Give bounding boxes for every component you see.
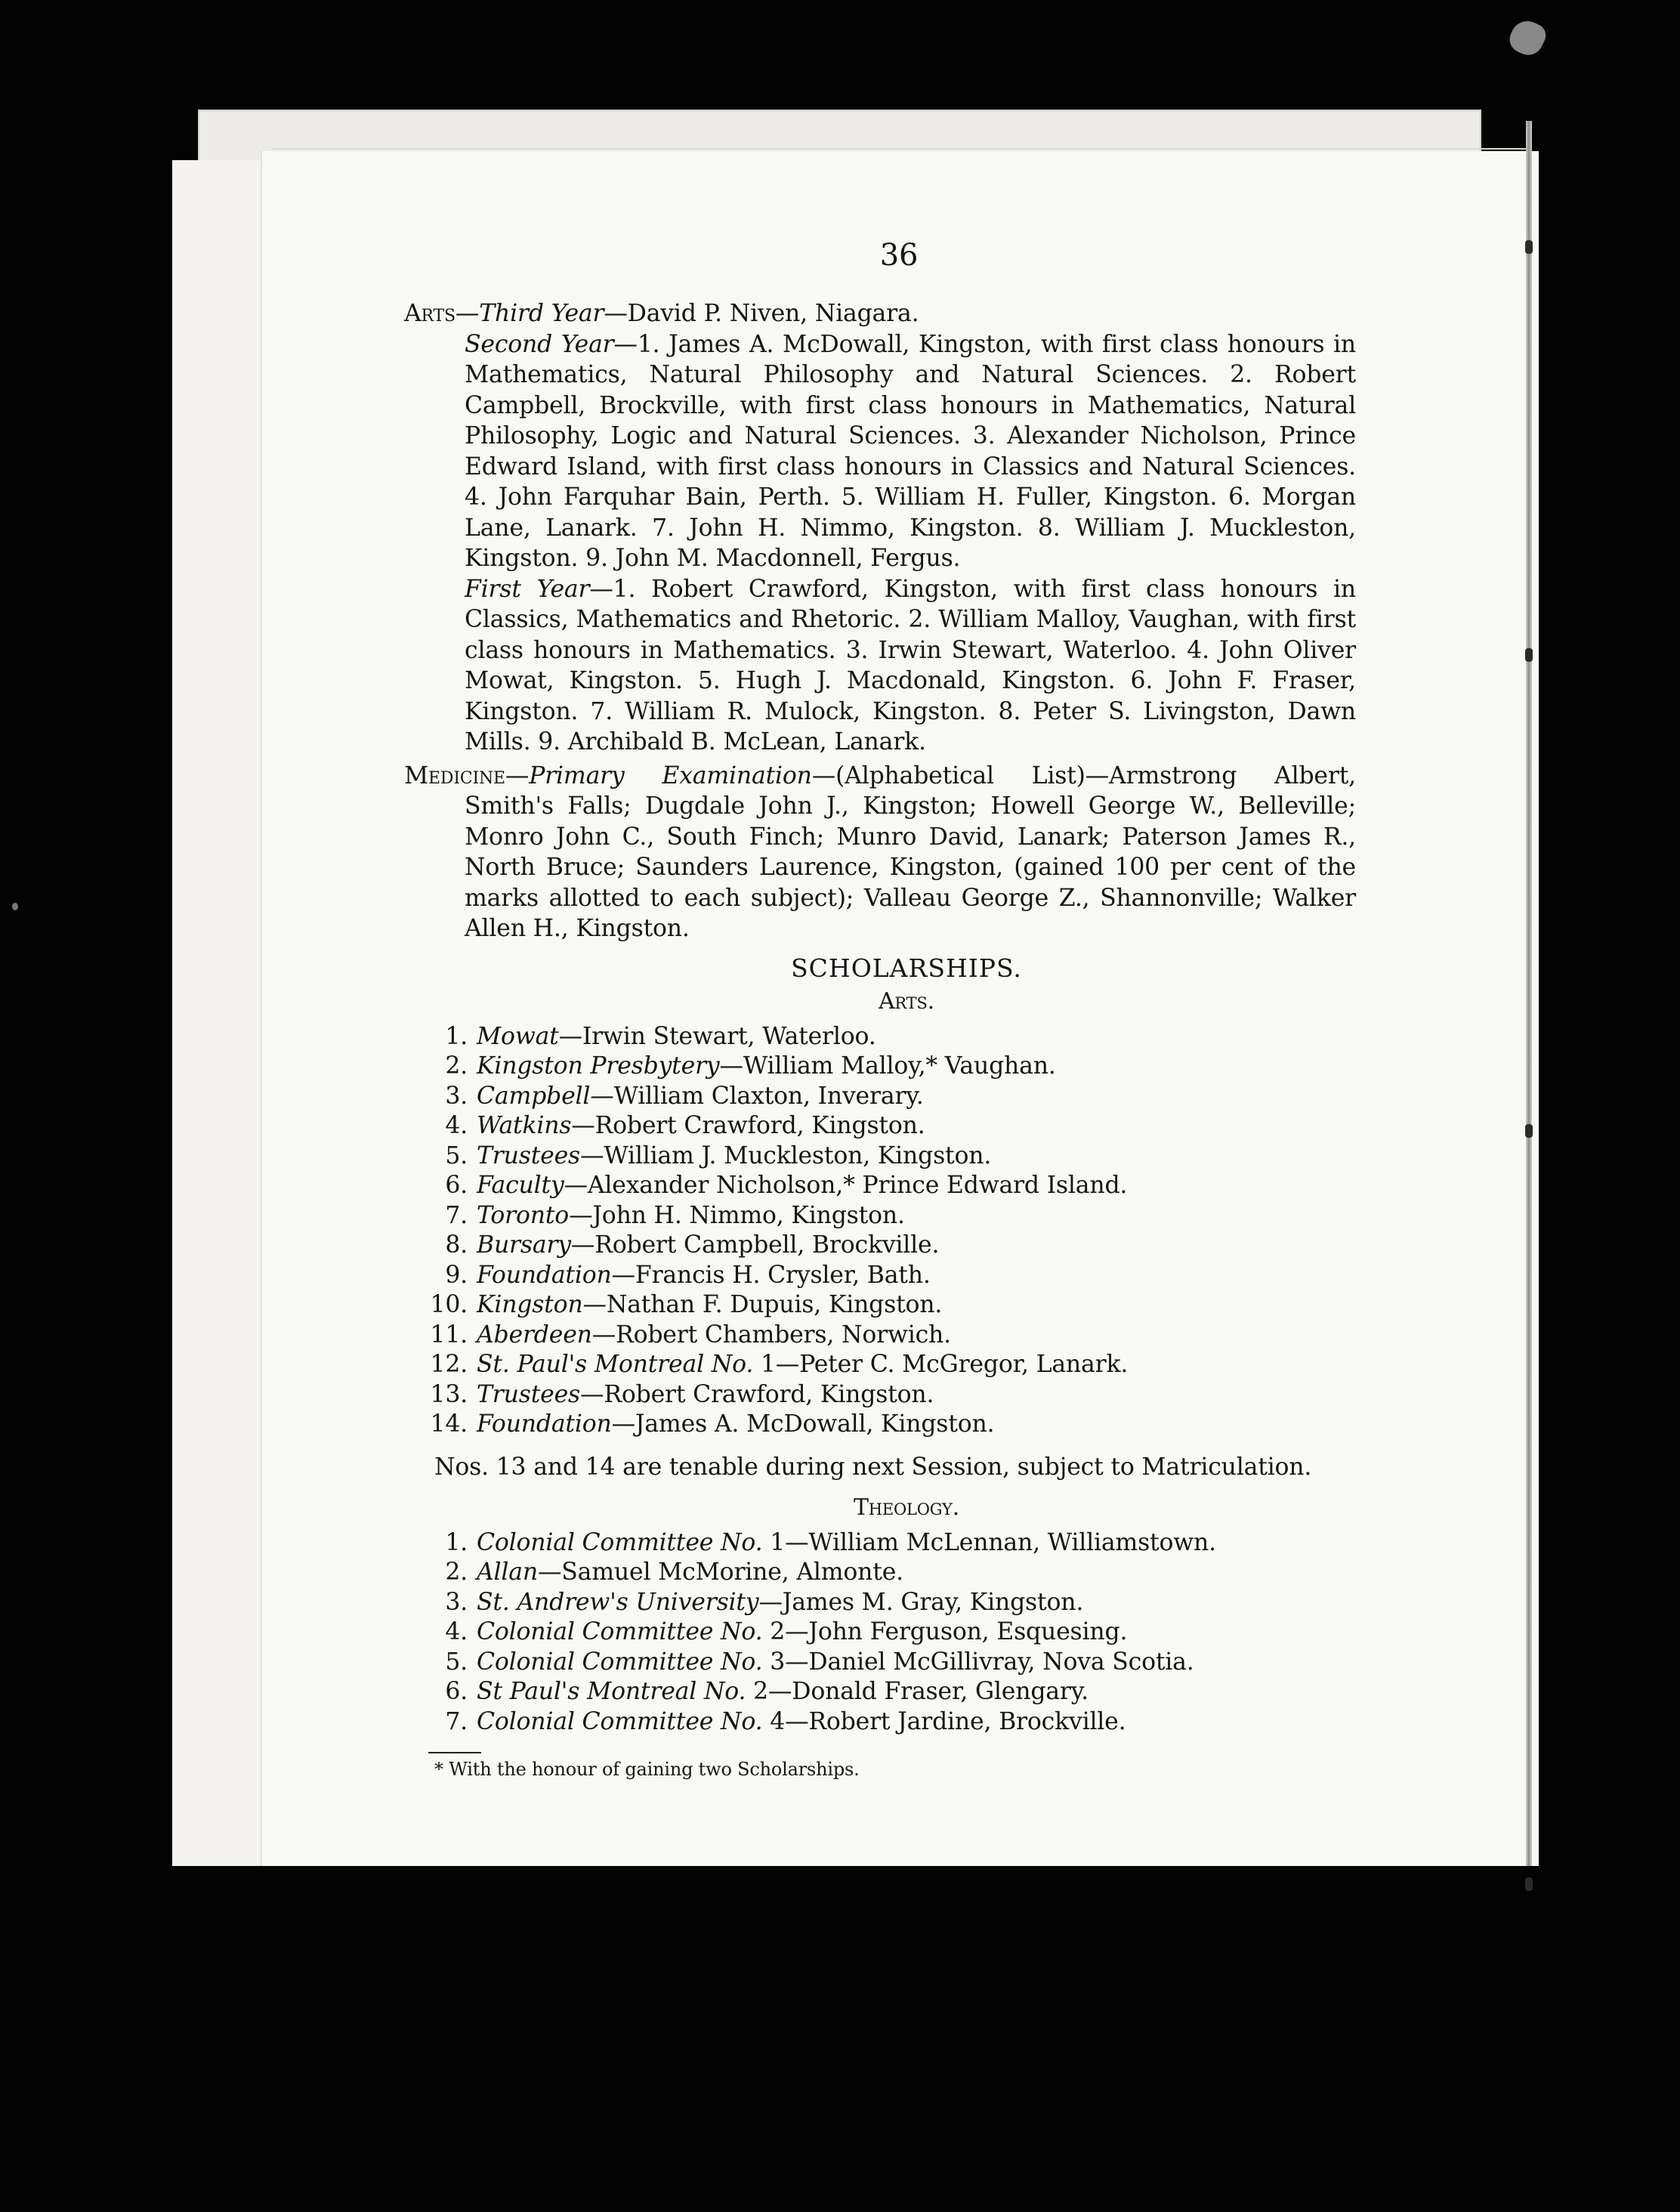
arts-scholarship-row <box>428 1290 1356 1321</box>
scholarship-holder: William Malloy,* Vaughan. <box>743 1052 1056 1080</box>
first-year-label: First Year <box>465 575 590 603</box>
scholarship-holder: Samuel McMorine, Almonte. <box>561 1559 903 1586</box>
scholarship-number: 1. <box>445 1528 468 1556</box>
scholarship-number: 6. <box>445 1678 468 1705</box>
scholarship-entry: Bursary—Robert Campbell, Brockville. <box>477 1231 940 1259</box>
arts-third-year-entry: Arts—Third Year—David P. Niven, Niagara. <box>404 300 919 327</box>
scholarship-entry: Campbell—William Claxton, Inverary. <box>477 1082 924 1110</box>
scholarship-entry: Trustees—Robert Crawford, Kingston. <box>477 1380 934 1408</box>
arts-scholarship-row <box>428 1321 1356 1351</box>
theology-scholarship-row <box>428 1558 1356 1588</box>
arts-scholarship-row <box>428 1350 1356 1380</box>
scholarship-entry <box>477 1528 1216 1559</box>
arts-scholarship-row <box>428 1201 1356 1231</box>
scholarship-name: Mowat <box>477 1022 559 1050</box>
third-year-label: Third Year <box>479 300 604 327</box>
scholarship-holder: William Claxton, Inverary. <box>613 1082 924 1110</box>
scholarship-holder: John H. Nimmo, Kingston. <box>592 1201 905 1229</box>
book-spine <box>1526 121 1532 1866</box>
arts-scholarship-list <box>404 1022 1356 1440</box>
binding-stitch <box>1525 648 1533 662</box>
scholarship-name: Faculty <box>477 1172 564 1199</box>
scholarship-entry: Faculty—Alexander Nicholson,* Prince Edward Island. <box>477 1172 1128 1199</box>
scholarship-holder: Robert Chambers, Norwich. <box>616 1321 951 1349</box>
scholarship-entry: Foundation—Francis H. Crysler, Bath. <box>477 1261 931 1289</box>
scholarship-holder: Alexander Nicholson,* Prince Edward Island. <box>587 1172 1128 1199</box>
medicine-label: Medicine <box>404 762 505 789</box>
arts-scholarship-row <box>428 1142 1356 1172</box>
scholarship-number: 4. <box>445 1618 468 1645</box>
scholarship-entry: Aberdeen—Robert Chambers, Norwich. <box>477 1321 951 1349</box>
theology-scholarship-row <box>428 1677 1356 1707</box>
second-year-text: 1. James A. McDowall, Kingston, with first class honours in Mathematics, Natural Philosophy and Natural Sciences. 2. Robert Campbell, Brockville, with first class honours in Mathematics, Natural Philosophy, Logic and Natural Sciences. 3. Alexander Nicholson, Prince Edward Island, with first class honours in Classics and Natural Sciences. 4. John Farquhar Bain, Perth. 5. William H. Fuller, Kingston. 6. Morgan Lane, Lanark. 7. John H. Nimmo, Kingston. 8. William J. Muckleston, Kingston. 9. John M. Macdonnell, Fergus. <box>465 330 1356 572</box>
scholarship-entry <box>477 1707 1126 1738</box>
scholarship-name: St. Paul's Montreal No. <box>477 1351 754 1378</box>
theology-scholarship-row <box>428 1707 1356 1738</box>
theology-scholarship-row <box>428 1617 1356 1648</box>
scholarship-name: Foundation <box>477 1261 612 1289</box>
scholarship-holder: 3—Daniel McGillivray, Nova Scotia. <box>770 1648 1194 1676</box>
arts-first-year-entry: First Year—1. Robert Crawford, Kingston, with first class honours in Classics, Mathematics and Rhetoric. 2. William Malloy, Vaughan, with first class honours in Mathematics. 3. Irwin Stewart, Waterloo. 4. John Oliver Mowat, Kingston. 5. Hugh J. Macdonald, Kingston. 6. John F. Fraser, Kingston. 7. William R. Mulock, Kingston. 8. Peter S. Livingston, Dawn Mills. 9. Archibald B. McLean, Lanark. <box>465 575 1356 755</box>
dust-speck <box>12 903 18 910</box>
scholarship-entry: St. Andrew's University—James M. Gray, Kingston. <box>477 1588 1084 1616</box>
arts-scholarship-row <box>428 1231 1356 1261</box>
arts-scholarship-row <box>428 1410 1356 1440</box>
first-year-text: 1. Robert Crawford, Kingston, with first class honours in Classics, Mathematics and Rhetoric. 2. William Malloy, Vaughan, with first class honours in Mathematics. 3. Irwin Stewart, Waterloo. 4. John Oliver Mowat, Kingston. 5. Hugh J. Macdonald, Kingston. 6. John F. Fraser, Kingston. 7. William R. Mulock, Kingston. 8. Peter S. Livingston, Dawn Mills. 9. Archibald B. McLean, Lanark. <box>465 575 1356 755</box>
scholarship-number: 1. <box>445 1022 468 1050</box>
scholarship-entry <box>477 1617 1127 1648</box>
scholarship-name: Colonial Committee No. <box>477 1618 763 1645</box>
scholarship-holder: William J. Muckleston, Kingston. <box>604 1142 992 1169</box>
scholarship-holder: Robert Crawford, Kingston. <box>594 1112 925 1139</box>
scholarship-holder: 1—Peter C. McGregor, Lanark. <box>760 1351 1129 1378</box>
scholarship-number: 8. <box>445 1231 468 1259</box>
scholarship-number: 11. <box>430 1321 468 1349</box>
scholarship-entry: Allan—Samuel McMorine, Almonte. <box>477 1559 903 1586</box>
scholarship-number: 14. <box>430 1410 468 1438</box>
scholarship-name: Kingston <box>477 1291 583 1318</box>
scholarship-number: 4. <box>445 1112 468 1139</box>
scholarship-name: St Paul's Montreal No. <box>477 1678 746 1705</box>
binding-stitch <box>1525 240 1533 254</box>
scholarship-holder: 1—William McLennan, Williamstown. <box>770 1528 1216 1556</box>
theology-scholarship-row <box>428 1648 1356 1678</box>
scholarship-entry <box>477 1677 1089 1707</box>
scholarship-name: Campbell <box>477 1082 591 1110</box>
scholarship-name: Colonial Committee No. <box>477 1648 763 1676</box>
scholarship-name: St. Andrew's University <box>477 1588 759 1616</box>
scholarships-heading: SCHOLARSHIPS. <box>791 953 1022 983</box>
scholarship-holder: Nathan F. Dupuis, Kingston. <box>606 1291 943 1318</box>
scholarship-holder: James A. McDowall, Kingston. <box>635 1410 995 1438</box>
scholarship-entry: Watkins—Robert Crawford, Kingston. <box>477 1112 925 1139</box>
scholarship-name: Foundation <box>477 1410 612 1438</box>
arts-scholarships-heading: Arts. <box>878 988 935 1015</box>
arts-scholarship-row <box>428 1261 1356 1291</box>
scholarship-number: 7. <box>445 1201 468 1229</box>
scholarship-number: 7. <box>445 1707 468 1735</box>
scholarship-name: Kingston Presbytery <box>477 1052 720 1080</box>
scholarship-entry: Kingston—Nathan F. Dupuis, Kingston. <box>477 1291 943 1318</box>
binding-stitch <box>1525 1124 1533 1138</box>
scholarship-number: 12. <box>430 1351 468 1378</box>
arts-scholarship-row <box>428 1052 1356 1082</box>
scholarship-name: Colonial Committee No. <box>477 1528 763 1556</box>
scholarship-entry: Mowat—Irwin Stewart, Waterloo. <box>477 1022 876 1050</box>
scholarship-name: Aberdeen <box>477 1321 592 1349</box>
scholarship-number: 6. <box>445 1172 468 1199</box>
theology-scholarship-list <box>404 1528 1356 1738</box>
arts-scholarship-row <box>428 1022 1356 1052</box>
second-year-label: Second Year <box>465 330 614 358</box>
arts-label: Arts <box>404 300 456 327</box>
scholarship-number: 10. <box>430 1291 468 1318</box>
scholarship-name: Trustees <box>477 1380 581 1408</box>
scholarship-holder: 2—John Ferguson, Esquesing. <box>770 1618 1128 1645</box>
arts-scholarship-row <box>428 1171 1356 1201</box>
scholarship-name: Colonial Committee No. <box>477 1707 763 1735</box>
scholarship-number: 3. <box>445 1082 468 1110</box>
scholarship-holder: 4—Robert Jardine, Brockville. <box>770 1707 1126 1735</box>
scholarship-holder: Robert Crawford, Kingston. <box>604 1380 934 1408</box>
footnote-rule <box>428 1752 481 1753</box>
scholarship-holder: James M. Gray, Kingston. <box>782 1588 1084 1616</box>
arts-scholarship-row <box>428 1111 1356 1142</box>
tenable-note: Nos. 13 and 14 are tenable during next Session, subject to Matriculation. <box>434 1453 1312 1481</box>
theology-scholarship-row <box>428 1528 1356 1559</box>
scholarship-number: 2. <box>445 1559 468 1586</box>
scholarship-entry: Foundation—James A. McDowall, Kingston. <box>477 1410 995 1438</box>
scholarship-name: Trustees <box>477 1142 581 1169</box>
scholarship-name: Toronto <box>477 1201 570 1229</box>
theology-scholarships-heading: Theology. <box>853 1494 960 1521</box>
scholarship-number: 5. <box>445 1648 468 1676</box>
page-number: 36 <box>879 238 919 273</box>
scholarship-holder: Robert Campbell, Brockville. <box>594 1231 940 1259</box>
scholarship-entry <box>477 1350 1128 1380</box>
scholarship-number: 9. <box>445 1261 468 1289</box>
footnote: * With the honour of gaining two Scholarships. <box>434 1759 860 1780</box>
scholarship-number: 3. <box>445 1588 468 1616</box>
scholarship-entry: Kingston Presbytery—William Malloy,* Vaughan. <box>477 1052 1056 1080</box>
scholarship-holder: 2—Donald Fraser, Glengary. <box>753 1678 1089 1705</box>
medicine-entry: Medicine—Primary Examination—(Alphabetical List)—Armstrong Albert, Smith's Falls; Dugdale John J., Kingston; Howell George W., Belleville; Monro John C., South Finch; Munro David, Lanark; Paterson James R., North Bruce; Saunders Laurence, Kingston, (gained 100 per cent of the marks allotted to each subject); Valleau George Z., Shannonville; Walker Allen H., Kingston. <box>404 762 1356 942</box>
third-year-text: David P. Niven, Niagara. <box>627 300 919 327</box>
scholarship-holder: Irwin Stewart, Waterloo. <box>582 1022 876 1050</box>
scholarship-holder: Francis H. Crysler, Bath. <box>635 1261 931 1289</box>
scholarship-entry: Trustees—William J. Muckleston, Kingston. <box>477 1142 992 1169</box>
scholarship-number: 5. <box>445 1142 468 1169</box>
arts-second-year-entry: Second Year—1. James A. McDowall, Kingston, with first class honours in Mathematics, Natural Philosophy and Natural Sciences. 2. Robert Campbell, Brockville, with first class honours in Mathematics, Natural Philosophy, Logic and Natural Sciences. 3. Alexander Nicholson, Prince Edward Island, with first class honours in Classics and Natural Sciences. 4. John Farquhar Bain, Perth. 5. William H. Fuller, Kingston. 6. Morgan Lane, Lanark. 7. John H. Nimmo, Kingston. 8. William J. Muckleston, Kingston. 9. John M. Macdonnell, Fergus. <box>465 330 1356 572</box>
scholarship-name: Watkins <box>477 1112 572 1139</box>
primary-examination-text: (Alphabetical List)—Armstrong Albert, Smith's Falls; Dugdale John J., Kingston; Howell George W., Belleville; Monro John C., South Finch; Munro David, Lanark; Paterson James R., North Bruce; Saunders Laurence, Kingston, (gained 100 per cent of the marks allotted to each subject); Valleau George Z., Shannonville; Walker Allen H., Kingston. <box>465 762 1356 942</box>
page-edge-line <box>272 148 1526 150</box>
page-text <box>404 230 1356 1781</box>
arts-scholarship-row <box>428 1380 1356 1410</box>
scholarship-name: Bursary <box>477 1231 571 1259</box>
primary-examination-label: Primary Examination <box>529 762 812 789</box>
scholarship-entry: Toronto—John H. Nimmo, Kingston. <box>477 1201 905 1229</box>
theology-scholarship-row <box>428 1588 1356 1618</box>
scholarship-entry <box>477 1648 1194 1678</box>
arts-scholarship-row <box>428 1082 1356 1112</box>
scholarship-number: 2. <box>445 1052 468 1080</box>
scholarship-number: 13. <box>430 1380 468 1408</box>
binding-stitch <box>1525 1877 1533 1891</box>
scholarship-name: Allan <box>477 1559 538 1586</box>
